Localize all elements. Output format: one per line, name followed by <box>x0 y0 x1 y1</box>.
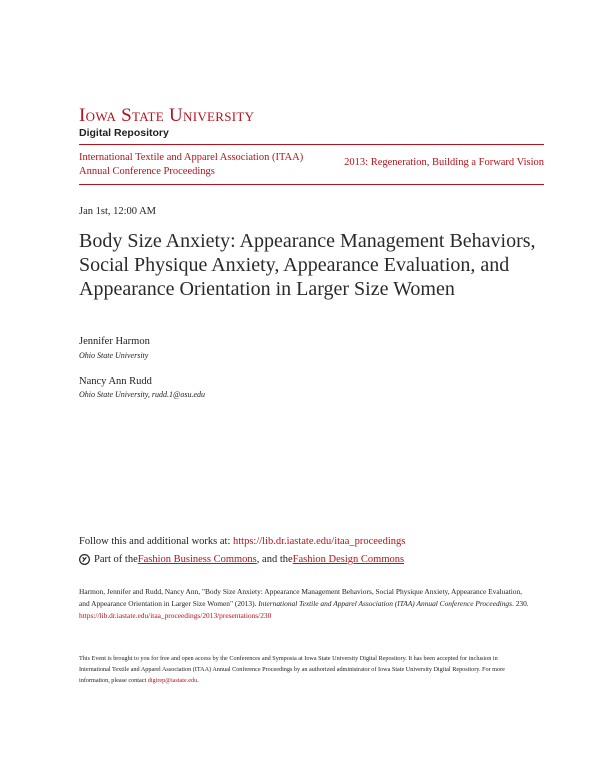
citation-number: . 230. <box>512 599 529 608</box>
part-of-line <box>79 554 404 565</box>
series-link[interactable]: International Textile and Apparel Association (ITAA) Annual Conference Proceedings <box>79 152 304 177</box>
author-affiliation: Ohio State University, rudd.1@osu.edu <box>79 390 206 399</box>
citation-url-link[interactable]: https://lib.dr.iastate.edu/itaa_proceedings/2013/presentations/230 <box>79 611 272 620</box>
author-name: Jennifer Harmon <box>79 336 150 347</box>
citation-text: Harmon, Jennifer and Rudd, Nancy Ann, "Body Size Anxiety: Appearance Management Behaviors, Social Physique Anxiety, Appearance Evaluation, and Appearance Orientation in Larger Size Women" (2013). <box>79 587 522 608</box>
event-link[interactable]: 2013: Regeneration, Building a Forward Vision <box>344 157 544 168</box>
logo-subtitle: Digital Repository <box>79 127 169 139</box>
notice-text: This Event is brought to you for free and open access by the Conferences and Symposia at Iowa State University Digital Repository. It has been accepted for inclusion in International Textile and Apparel Association (ITAA) Annual Conference Proceedings by an authorized administrator of Iowa State University Digital Repository. For more information, please contact <box>79 655 505 684</box>
part-of-middle: , and the <box>256 554 293 565</box>
recommended-citation <box>79 586 529 622</box>
fashion-design-commons-link[interactable]: Fashion Design Commons <box>292 554 405 565</box>
author-affiliation: Ohio State University <box>79 351 149 360</box>
paper-title: Body Size Anxiety: Appearance Management Behaviors, Social Physique Anxiety, Appearance Evaluation, and Appearance Orientation in Larger Size Women <box>79 230 536 300</box>
fashion-business-commons-link[interactable]: Fashion Business Commons <box>137 554 257 565</box>
event-date: Jan 1st, 12:00 AM <box>79 206 157 217</box>
follow-line <box>79 536 405 547</box>
part-of-prefix: Part of the <box>94 554 138 565</box>
citation-journal: International Textile and Apparel Association (ITAA) Annual Conference Proceedings <box>258 599 512 608</box>
follow-text: Follow this and additional works at: <box>79 536 233 547</box>
notice-end: . <box>197 677 199 684</box>
repository-notice <box>79 653 529 686</box>
contact-email-link[interactable]: digirep@iastate.edu <box>147 677 198 684</box>
header-rule-top <box>79 144 544 145</box>
author-name: Nancy Ann Rudd <box>79 376 152 387</box>
creative-commons-icon <box>79 554 90 565</box>
header-rule-bottom <box>79 184 544 185</box>
repository-link[interactable]: https://lib.dr.iastate.edu/itaa_proceedings <box>233 536 406 547</box>
logo-wordmark: Iowa State University <box>79 105 255 126</box>
university-logo <box>79 106 254 139</box>
